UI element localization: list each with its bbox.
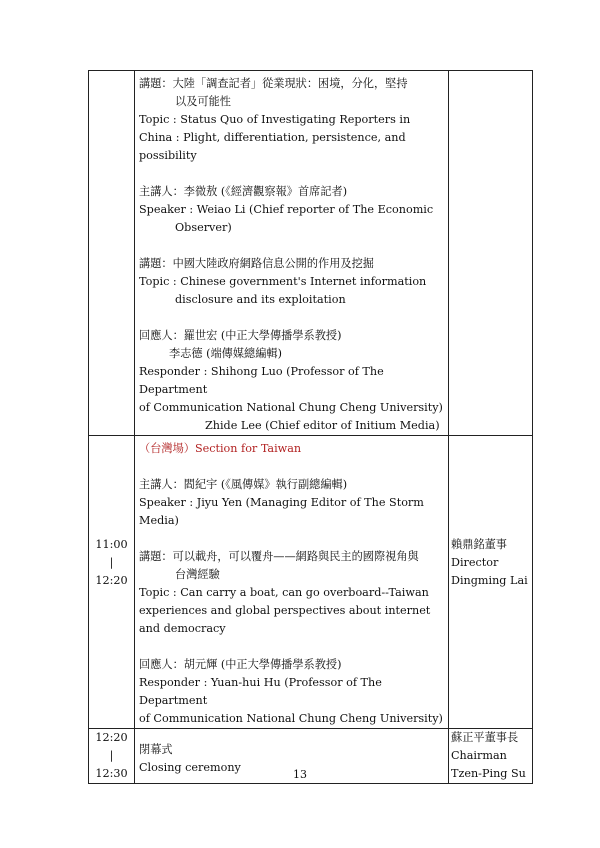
topic-zh-line: 以及可能性	[175, 95, 231, 108]
responder-en-line: Responder : Shihong Luo (Professor of The Department	[139, 365, 384, 396]
speaker-en-line: Observer)	[175, 221, 232, 234]
host-name: Tzen-Ping Su	[451, 767, 526, 780]
responder-block	[139, 656, 444, 728]
responder-en-line: Responder : Yuan-hui Hu (Professor of The Department	[139, 676, 382, 707]
time-separator: |	[109, 749, 114, 762]
time-separator: |	[109, 556, 114, 569]
host-title: Chairman	[451, 749, 507, 762]
topic-en-line: disclosure and its exploitation	[175, 293, 346, 306]
responder-zh-line: 回應人：胡元輝 (中正大學傳播學系教授)	[139, 658, 342, 671]
start-time: 12:20	[95, 731, 128, 744]
topic-zh-line: 講題：大陸「調查記者」從業現狀：困境，分化，堅持	[139, 77, 408, 90]
speaker-en-line: Speaker : Jiyu Yen (Managing Editor of The Storm	[139, 496, 424, 509]
closing-title-en: Closing ceremony	[139, 761, 241, 774]
program-cell	[135, 71, 449, 436]
responder-block	[139, 327, 444, 435]
topic-en-line: Topic : Status Quo of Investigating Reporters in	[139, 113, 411, 126]
page-number: 13	[293, 768, 307, 781]
table-row	[89, 71, 533, 436]
responder-en-line: Zhide Lee (Chief editor of Initium Media)	[205, 419, 440, 432]
responder-en-line: of Communication National Chung Cheng University)	[139, 712, 443, 725]
responder-en-line: of Communication National Chung Cheng University)	[139, 401, 443, 414]
moderator-cell	[449, 71, 533, 436]
topic-en-line: China : Plight, differentiation, persistence, and	[139, 131, 406, 144]
time-cell	[89, 436, 135, 729]
speaker-zh-line: 主講人：閻紀宇 (《風傳媒》執行副總編輯)	[139, 478, 348, 491]
topic-block	[139, 75, 444, 165]
closing-title-zh: 閉幕式	[139, 743, 173, 756]
end-time: 12:20	[95, 574, 128, 587]
speaker-block	[139, 476, 444, 530]
topic-en-line: possibility	[139, 149, 197, 162]
topic-en-line: Topic : Can carry a boat, can go overboard--Taiwan	[139, 586, 429, 599]
moderator-name: Dingming Lai	[451, 574, 528, 587]
speaker-en-line: Speaker : Weiao Li (Chief reporter of The Economic	[139, 203, 434, 216]
moderator-title: Director	[451, 556, 499, 569]
topic-zh-line: 講題：可以載舟，可以覆舟——網路與民主的國際視角與	[139, 550, 419, 563]
moderator-cell	[449, 436, 533, 729]
speaker-en-line: Media)	[139, 514, 179, 527]
topic-block	[139, 548, 444, 638]
start-time: 11:00	[95, 538, 128, 551]
responder-zh-line: 回應人：羅世宏 (中正大學傳播學系教授)	[139, 329, 342, 342]
topic-en-line: Topic : Chinese government's Internet information	[139, 275, 427, 288]
topic-block	[139, 255, 444, 309]
topic-en-line: experiences and global perspectives about internet	[139, 604, 431, 617]
speaker-zh-line: 主講人：李微敖 (《經濟觀察報》首席記者)	[139, 185, 348, 198]
host-zh: 蘇正平董事長	[451, 731, 519, 744]
responder-zh-line: 李志德 (端傳媒總編輯)	[169, 347, 282, 360]
schedule-table	[88, 70, 533, 784]
topic-en-line: and democracy	[139, 622, 226, 635]
section-heading: （台灣場）Section for Taiwan	[139, 442, 302, 455]
speaker-block	[139, 183, 444, 237]
time-cell	[89, 71, 135, 436]
end-time: 12:30	[95, 767, 128, 780]
moderator-zh: 賴鼎銘董事	[451, 538, 507, 551]
topic-zh-line: 台灣經驗	[175, 568, 220, 581]
program-cell	[135, 436, 449, 729]
topic-zh-line: 講題：中國大陸政府網路信息公開的作用及挖掘	[139, 257, 374, 270]
table-row	[89, 436, 533, 729]
